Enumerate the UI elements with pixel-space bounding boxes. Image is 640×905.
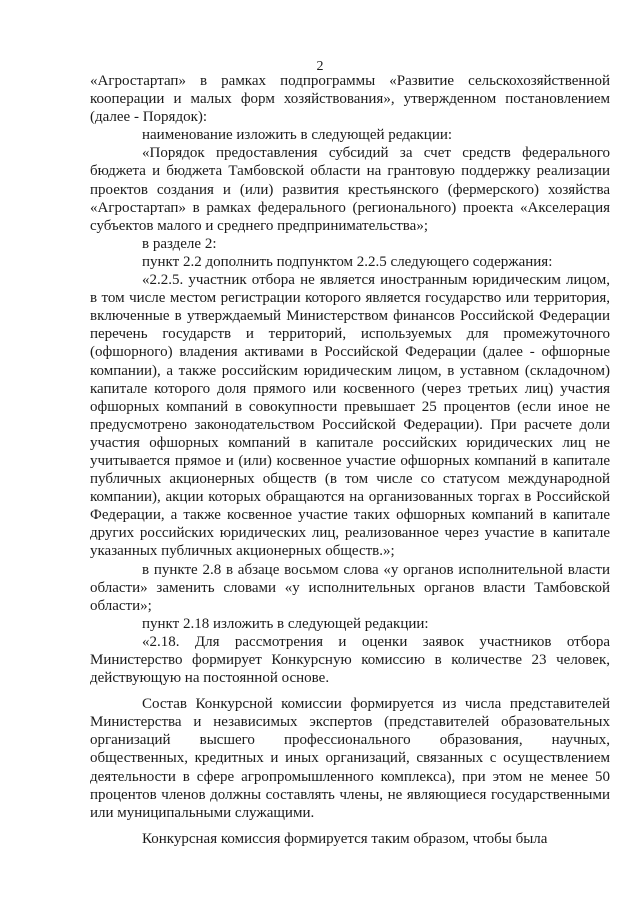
paragraph: «2.2.5. участник отбора не является иностранным юридическим лицом, в том числе местом регистрации которого является государство или территория, включенные в утверждаемый Министерством финансов Российской Федерации перечень государств и территорий, используемых для промежуточного (офшорного) владения активами в Российской Федерации (далее - офшорные компании), а также российским юридическим лицом, в уставном (складочном) капитале которого доля прямого или косвенного (через третьих лиц) участия офшорных компаний в совокупности превышает 25 процентов (если иное не предусмотрено законодательством Российской Федерации). При расчете доли участия офшорных компаний в капитале российских юридических лиц не учитывается прямое и (или) косвенное участие офшорных компаний в капитале публичных акционерных обществ (в том числе со статусом международной компании), акции которых обращаются на организованных торгах в Российской Федерации, а также косвенное участие таких офшорных компаний в капитале других российских юридических лиц, реализованное через участие в капитале указанных публичных акционерных обществ.»; — [90, 272, 610, 560]
document-body — [90, 72, 610, 848]
paragraph: в пункте 2.8 в абзаце восьмом слова «у органов исполнительной власти области» заменить словами «у исполнительных органов власти Тамбовской области»; — [90, 561, 610, 614]
paragraph: «2.18. Для рассмотрения и оценки заявок участников отбора Министерство формирует Конкурсную комиссию в количестве 23 человек, действующую на постоянной основе. — [90, 633, 610, 687]
page-number: 2 — [316, 59, 324, 74]
paragraph: «Порядок предоставления субсидий за счет средств федерального бюджета и бюджета Тамбовской области на грантовую поддержку реализации проектов создания и (или) развития крестьянского (фермерского) хозяйства «Агростартап» в рамках федерального (регионального) проекта «Акселерация субъектов малого и среднего предпринимательства»; — [90, 145, 610, 234]
paragraph: Состав Конкурсной комиссии формируется из числа представителей Министерства и независимых экспертов (представителей образовательных организаций высшего профессионального образования, научных, общественных, кредитных и иных организаций, связанных с осуществлением деятельности в сфере агропромышленного комплекса), при этом не менее 50 процентов членов должны составлять члены, не являющиеся государственными или муниципальными служащими. — [90, 696, 610, 821]
paragraph: пункт 2.2 дополнить подпунктом 2.2.5 следующего содержания: — [142, 253, 553, 270]
paragraph: Конкурсная комиссия формируется таким образом, чтобы была — [142, 830, 548, 847]
paragraph: наименование изложить в следующей редакции: — [142, 127, 453, 144]
paragraph: в разделе 2: — [142, 235, 217, 252]
paragraph: пункт 2.18 изложить в следующей редакции: — [142, 615, 429, 632]
paragraph: «Агростартап» в рамках подпрограммы «Развитие сельскохозяйственной кооперации и малых форм хозяйствования», утвержденном постановлением (далее - Порядок): — [90, 73, 610, 126]
